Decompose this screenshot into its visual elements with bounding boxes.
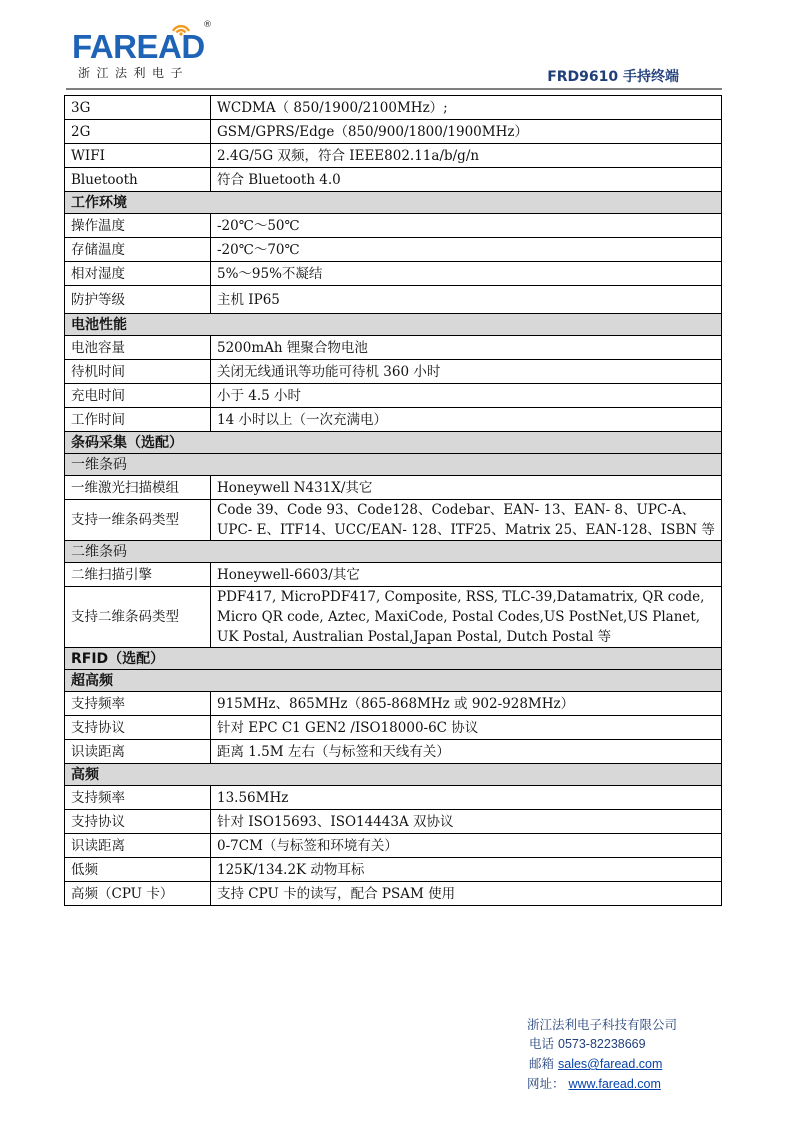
spec-row <box>65 214 722 238</box>
spec-key: 2G <box>65 120 211 144</box>
spec-row <box>65 810 722 834</box>
spec-row <box>65 692 722 716</box>
spec-row <box>65 144 722 168</box>
section-header-row <box>65 192 722 214</box>
footer-email-line <box>527 1054 677 1074</box>
spec-key: 支持一维条码类型 <box>65 500 211 541</box>
spec-key: 一维激光扫描模组 <box>65 476 211 500</box>
registered-mark: ® <box>203 20 212 30</box>
spec-row <box>65 858 722 882</box>
section-label: 一维条码 <box>65 454 722 476</box>
footer-web-link[interactable]: www.faread.com <box>568 1077 661 1091</box>
company-logo <box>72 18 212 82</box>
spec-value: PDF417, MicroPDF417, Composite, RSS, TLC-39,Datamatrix, QR code, Micro QR code, Aztec, MaxiCode, Postal Codes,US PostNet,US Planet, UK Postal, Australian Postal,Japan Postal, Dutch Postal 等 <box>211 587 722 648</box>
logo-wordmark: FAREAD <box>72 28 205 65</box>
footer-company: 浙江法利电子科技有限公司 <box>527 1017 678 1032</box>
section-label: 电池性能 <box>65 314 722 336</box>
section-label: 超高频 <box>65 670 722 692</box>
spec-key: 支持协议 <box>65 716 211 740</box>
section-label: 条码采集（选配） <box>65 432 722 454</box>
header-divider <box>66 88 722 90</box>
spec-value: 0-7CM（与标签和环境有关） <box>211 834 722 858</box>
spec-key: 工作时间 <box>65 408 211 432</box>
spec-table-body <box>65 96 722 906</box>
spec-key: 支持频率 <box>65 786 211 810</box>
spec-row <box>65 96 722 120</box>
spec-row <box>65 587 722 648</box>
section-header-row <box>65 648 722 670</box>
spec-key: 存储温度 <box>65 238 211 262</box>
spec-key: 支持协议 <box>65 810 211 834</box>
spec-key: 3G <box>65 96 211 120</box>
footer-contact <box>527 1015 677 1094</box>
section-label: 二维条码 <box>65 541 722 563</box>
spec-value: 125K/134.2K 动物耳标 <box>211 858 722 882</box>
spec-value: 5200mAh 锂聚合物电池 <box>211 336 722 360</box>
footer-email-label: 邮箱 <box>529 1056 555 1071</box>
spec-row <box>65 500 722 541</box>
spec-value: 主机 IP65 <box>211 286 722 314</box>
spec-key: 低频 <box>65 858 211 882</box>
spec-value: 5%～95%不凝结 <box>211 262 722 286</box>
spec-value: 小于 4.5 小时 <box>211 384 722 408</box>
footer-email-link[interactable]: sales@faread.com <box>558 1057 663 1071</box>
footer-phone-label: 电话 <box>529 1036 555 1051</box>
section-header-row <box>65 764 722 786</box>
spec-row <box>65 384 722 408</box>
spec-key: 支持频率 <box>65 692 211 716</box>
spec-row <box>65 563 722 587</box>
footer-web-label: 网址： <box>527 1076 565 1091</box>
spec-row <box>65 120 722 144</box>
spec-value: 13.56MHz <box>211 786 722 810</box>
subsection-header-row <box>65 454 722 476</box>
spec-row <box>65 834 722 858</box>
subsection-header-row <box>65 541 722 563</box>
spec-key: 识读距离 <box>65 740 211 764</box>
spec-key: 操作温度 <box>65 214 211 238</box>
spec-row <box>65 476 722 500</box>
section-header-row <box>65 432 722 454</box>
spec-value: 915MHz、865MHz（865-868MHz 或 902-928MHz） <box>211 692 722 716</box>
footer-web-line <box>527 1074 677 1094</box>
section-header-row <box>65 314 722 336</box>
spec-value: 符合 Bluetooth 4.0 <box>211 168 722 192</box>
spec-row <box>65 360 722 384</box>
spec-key: 待机时间 <box>65 360 211 384</box>
section-header-row <box>65 670 722 692</box>
spec-value: Honeywell N431X/其它 <box>211 476 722 500</box>
spec-key: 相对湿度 <box>65 262 211 286</box>
spec-table <box>64 95 722 906</box>
spec-value: GSM/GPRS/Edge（850/900/1800/1900MHz） <box>211 120 722 144</box>
spec-row <box>65 408 722 432</box>
spec-row <box>65 238 722 262</box>
spec-row <box>65 786 722 810</box>
spec-row <box>65 716 722 740</box>
spec-key: Bluetooth <box>65 168 211 192</box>
footer-phone-line <box>527 1034 677 1054</box>
spec-row <box>65 262 722 286</box>
spec-value: WCDMA（ 850/1900/2100MHz）; <box>211 96 722 120</box>
spec-value: 14 小时以上（一次充满电） <box>211 408 722 432</box>
document-title: FRD9610 手持终端 <box>547 69 679 85</box>
spec-value: 距离 1.5M 左右（与标签和天线有关） <box>211 740 722 764</box>
spec-key: 充电时间 <box>65 384 211 408</box>
spec-value: 2.4G/5G 双频，符合 IEEE802.11a/b/g/n <box>211 144 722 168</box>
spec-row <box>65 740 722 764</box>
spec-value: 针对 EPC C1 GEN2 /ISO18000-6C 协议 <box>211 716 722 740</box>
spec-key: 识读距离 <box>65 834 211 858</box>
spec-value: 支持 CPU 卡的读写，配合 PSAM 使用 <box>211 882 722 906</box>
spec-row <box>65 336 722 360</box>
logo-company-cn: 浙江法利电子 <box>78 66 190 80</box>
spec-row <box>65 286 722 314</box>
spec-key: 防护等级 <box>65 286 211 314</box>
spec-value: 针对 ISO15693、ISO14443A 双协议 <box>211 810 722 834</box>
spec-key: 电池容量 <box>65 336 211 360</box>
spec-value: Honeywell-6603/其它 <box>211 563 722 587</box>
footer-phone: 0573-82238669 <box>558 1037 646 1051</box>
section-label: 高频 <box>65 764 722 786</box>
section-label: RFID（选配） <box>65 648 722 670</box>
spec-value: 关闭无线通讯等功能可待机 360 小时 <box>211 360 722 384</box>
spec-key: WIFI <box>65 144 211 168</box>
spec-key: 支持二维条码类型 <box>65 587 211 648</box>
spec-key: 二维扫描引擎 <box>65 563 211 587</box>
section-label: 工作环境 <box>65 192 722 214</box>
spec-key: 高频（CPU 卡） <box>65 882 211 906</box>
spec-row <box>65 168 722 192</box>
spec-value: -20℃～70℃ <box>211 238 722 262</box>
spec-value: Code 39、Code 93、Code128、Codebar、EAN- 13、EAN- 8、UPC-A、UPC- E、ITF14、UCC/EAN- 128、ITF25、Matrix 25、EAN-128、ISBN 等 <box>211 500 722 541</box>
spec-value: -20℃～50℃ <box>211 214 722 238</box>
spec-row <box>65 882 722 906</box>
